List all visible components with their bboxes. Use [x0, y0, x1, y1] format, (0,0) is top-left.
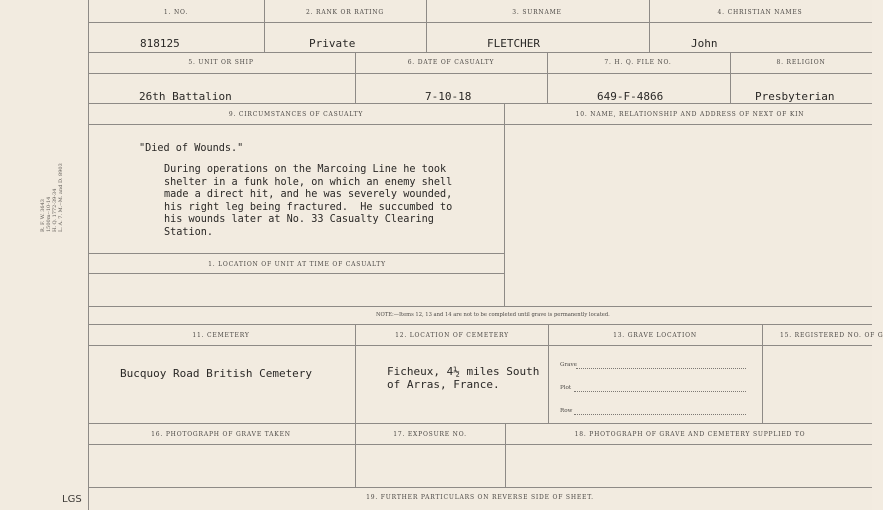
- rule: [649, 0, 650, 52]
- rule: [548, 324, 549, 423]
- rule: [730, 52, 731, 103]
- file-value: 649-F-4866: [597, 90, 664, 103]
- rule: [88, 306, 872, 307]
- header-further-particulars: 19. FURTHER PARTICULARS ON REVERSE SIDE OF SHEET.: [366, 494, 594, 501]
- header-grave-location: 13. GRAVE LOCATION: [613, 332, 697, 339]
- imprint-line: L. A. 7. M.--M. and D. 8903: [58, 163, 64, 232]
- rule: [88, 487, 872, 488]
- unit-value: 26th Battalion: [139, 90, 232, 103]
- rule: [88, 73, 872, 74]
- note-text: NOTE:—Items 12, 13 and 14 are not to be completed until grave is permanently located.: [376, 312, 610, 318]
- header-unit: 5. UNIT OR SHIP: [188, 59, 254, 66]
- rule: [355, 324, 356, 423]
- printer-imprint: [40, 163, 64, 232]
- rule: [88, 345, 872, 346]
- surname-value: FLETCHER: [487, 37, 540, 50]
- circumstances-text: During operations on the Marcoing Line he took shelter in a funk hole, on which an enemy shell made a direct hit, and he was severely wounded, his right leg being fractured. He succumbed to his wounds later at No. 33 Casualty Clearing Station.: [164, 164, 453, 238]
- rule: [88, 423, 872, 424]
- plot-field-label: Plot: [560, 385, 572, 391]
- grave-field-label: Grave: [560, 362, 577, 368]
- cause-of-death: "Died of Wounds.": [139, 143, 244, 154]
- rule: [88, 273, 505, 274]
- rule: [355, 52, 356, 103]
- rule: [88, 22, 872, 23]
- header-surname: 3. SURNAME: [512, 9, 562, 16]
- header-location-of-unit: 1. LOCATION OF UNIT AT TIME OF CASUALTY: [208, 261, 386, 268]
- header-location-of-cemetery: 12. LOCATION OF CEMETERY: [395, 332, 509, 339]
- rule: [88, 253, 505, 254]
- rule: [762, 324, 763, 423]
- religion-value: Presbyterian: [755, 90, 835, 103]
- imprint-line: R. F. W. 3643: [40, 199, 46, 232]
- header-next-of-kin: 10. NAME, RELATIONSHIP AND ADDRESS OF NEXT OF KIN: [575, 111, 805, 118]
- rule: [88, 444, 872, 445]
- header-photograph: 16. PHOTOGRAPH OF GRAVE TAKEN: [151, 431, 291, 438]
- margin-rule: [88, 0, 89, 510]
- header-no: 1. NO.: [163, 9, 189, 16]
- christian-names-value: John: [691, 37, 718, 50]
- imprint-line: H. Q. 1772-39-34: [52, 188, 58, 232]
- imprint-line: 1500m--10-14: [46, 196, 52, 232]
- rule: [88, 324, 872, 325]
- rule: [426, 0, 427, 52]
- header-photograph-supplied: 18. PHOTOGRAPH OF GRAVE AND CEMETERY SUPPLIED TO: [574, 431, 806, 438]
- header-date: 6. DATE OF CASUALTY: [407, 59, 495, 66]
- cemetery-location-value: Ficheux, 4½ miles South of Arras, France.: [387, 365, 540, 391]
- rule: [547, 52, 548, 103]
- rule: [88, 124, 872, 125]
- plot-field-line: [574, 391, 746, 392]
- service-number: 818125: [140, 37, 180, 50]
- header-file: 7. H. Q. FILE NO.: [604, 59, 672, 66]
- header-christian-names: 4. CHRISTIAN NAMES: [717, 9, 803, 16]
- header-exposure: 17. EXPOSURE NO.: [393, 431, 467, 438]
- header-rank: 2. RANK OR RATING: [305, 9, 385, 16]
- header-circumstances: 9. CIRCUMSTANCES OF CASUALTY: [228, 111, 364, 118]
- rule: [88, 103, 872, 104]
- rule: [355, 423, 356, 487]
- rule: [264, 0, 265, 52]
- row-field-label: Row: [560, 408, 573, 414]
- header-registered-no: 15. REGISTERED NO. OF G: [780, 332, 883, 339]
- row-field-line: [574, 414, 746, 415]
- rule: [88, 52, 872, 53]
- corner-mark: LGS: [62, 494, 82, 505]
- rule: [504, 103, 505, 306]
- header-religion: 8. RELIGION: [776, 59, 826, 66]
- cemetery-value: Bucquoy Road British Cemetery: [120, 367, 313, 380]
- rank-value: Private: [309, 37, 356, 50]
- header-cemetery: 11. CEMETERY: [192, 332, 250, 339]
- grave-field-line: [576, 368, 746, 369]
- rule: [505, 423, 506, 487]
- date-value: 7-10-18: [425, 90, 472, 103]
